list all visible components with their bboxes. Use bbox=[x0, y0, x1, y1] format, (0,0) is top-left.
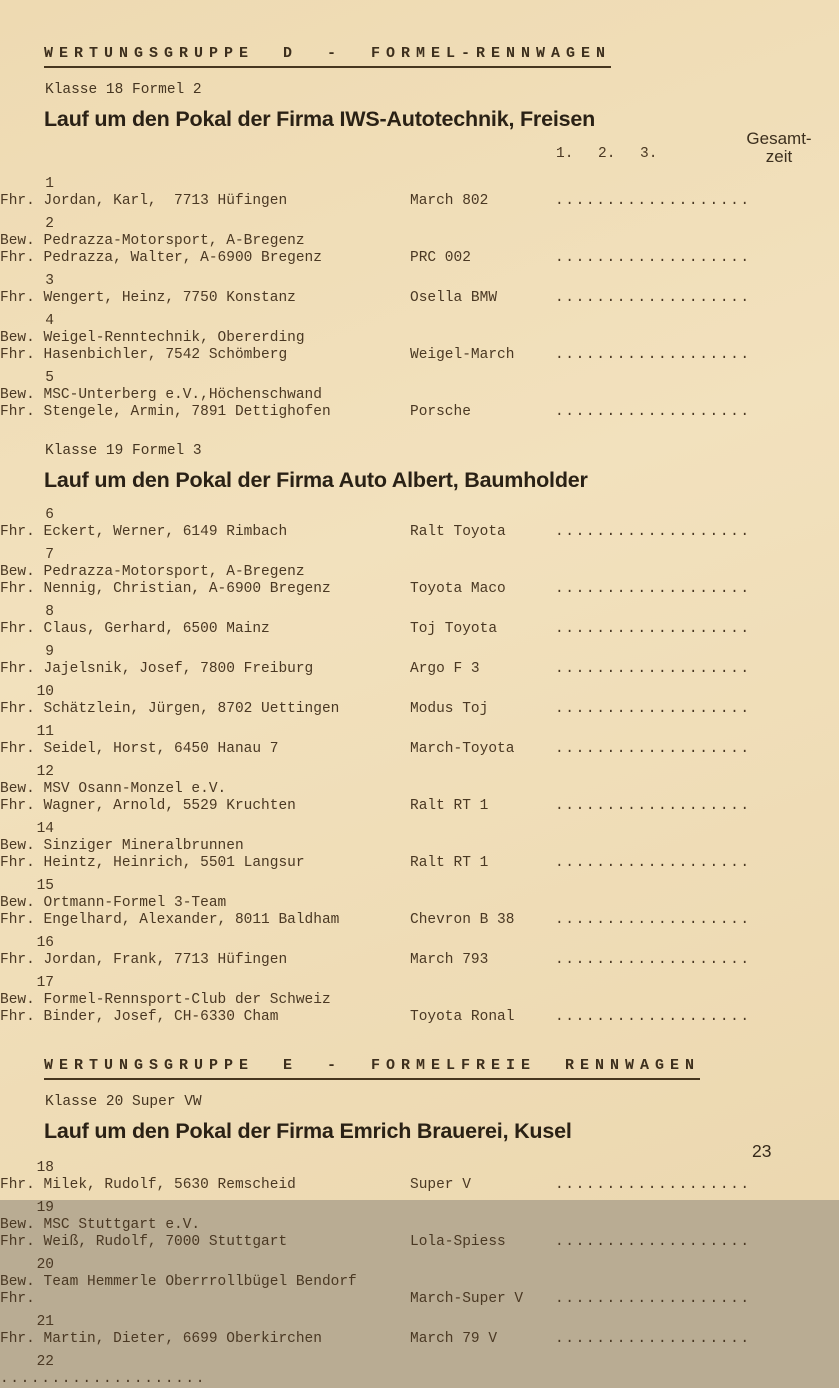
entrant-line: Bew. MSC Stuttgart e.V. bbox=[0, 1217, 201, 1233]
entrant-line: Fhr. Eckert, Werner, 6149 Rimbach bbox=[0, 524, 288, 540]
entry-row bbox=[0, 1257, 839, 1308]
entry-number: 11 bbox=[36, 724, 54, 740]
entry-number: 20 bbox=[36, 1257, 54, 1273]
race-title-auto-albert: Lauf um den Pokal der Firma Auto Albert, Baumholder bbox=[44, 468, 588, 492]
entry-time-dots: ................... bbox=[555, 621, 751, 637]
entry-time-dots: ................... bbox=[555, 1291, 751, 1307]
entrant-line: Fhr. Jordan, Frank, 7713 Hüfingen bbox=[0, 952, 288, 968]
entrant-line: Fhr. Wengert, Heinz, 7750 Konstanz bbox=[0, 290, 296, 306]
entry-row bbox=[0, 273, 839, 307]
total-time-label bbox=[740, 130, 818, 166]
entry-car: March 79 V bbox=[410, 1331, 498, 1347]
entrant-line: Fhr. Pedrazza, Walter, A-6900 Bregenz bbox=[0, 250, 322, 266]
entrant-line: Fhr. Martin, Dieter, 6699 Oberkirchen bbox=[0, 1331, 322, 1347]
entry-car: March 793 bbox=[410, 952, 489, 968]
entry-row bbox=[0, 1200, 839, 1251]
entry-time-dots: ................... bbox=[555, 1177, 751, 1193]
entry-row bbox=[0, 176, 839, 210]
entrant-line: Fhr. Binder, Josef, CH-6330 Cham bbox=[0, 1009, 279, 1025]
position-2-label: 2. bbox=[598, 146, 616, 162]
entries-class-19 bbox=[0, 507, 839, 1026]
entry-car: Porsche bbox=[410, 404, 471, 420]
entrant-line: Fhr. Schätzlein, Jürgen, 8702 Uettingen bbox=[0, 701, 340, 717]
position-1-label: 1. bbox=[556, 146, 574, 162]
entry-row bbox=[0, 878, 839, 929]
entry-car: Modus Toj bbox=[410, 701, 489, 717]
entry-number: 6 bbox=[45, 507, 54, 523]
entries-class-20 bbox=[0, 1160, 839, 1388]
entry-time-dots: ................... bbox=[555, 581, 751, 597]
class-20-label: Klasse 20 Super VW bbox=[45, 1094, 202, 1110]
entry-car: Toyota Ronal bbox=[410, 1009, 515, 1025]
entrant-line: Bew. MSC-Unterberg e.V.,Höchenschwand bbox=[0, 387, 322, 403]
entry-car: Weigel-March bbox=[410, 347, 515, 363]
entry-car: Osella BMW bbox=[410, 290, 498, 306]
position-3-label: 3. bbox=[640, 146, 658, 162]
entrant-line: Bew. Team Hemmerle Oberrrollbügel Bendorf bbox=[0, 1274, 357, 1290]
entry-car: PRC 002 bbox=[410, 250, 471, 266]
entry-row bbox=[0, 370, 839, 421]
entry-number: 12 bbox=[36, 764, 54, 780]
entrant-line: Bew. Pedrazza-Motorsport, A-Bregenz bbox=[0, 564, 305, 580]
entry-time-dots: ................... bbox=[555, 661, 751, 677]
entry-time-dots: ................... bbox=[555, 1009, 751, 1025]
class-18-label: Klasse 18 Formel 2 bbox=[45, 82, 202, 98]
entrant-line: Fhr. bbox=[0, 1291, 35, 1307]
entry-car: Toyota Maco bbox=[410, 581, 506, 597]
entry-number: 18 bbox=[36, 1160, 54, 1176]
entrant-line: .................... bbox=[0, 1371, 207, 1387]
entry-number: 9 bbox=[45, 644, 54, 660]
entrant-line: Fhr. Claus, Gerhard, 6500 Mainz bbox=[0, 621, 270, 637]
entry-row bbox=[0, 644, 839, 678]
entrant-line: Fhr. Wagner, Arnold, 5529 Kruchten bbox=[0, 798, 296, 814]
results-column-header bbox=[0, 129, 839, 166]
entry-row bbox=[0, 1354, 839, 1388]
entry-number: 19 bbox=[36, 1200, 54, 1216]
entry-row bbox=[0, 216, 839, 267]
group-header-row bbox=[44, 1056, 839, 1080]
entry-time-dots: ................... bbox=[555, 290, 751, 306]
entry-car: Chevron B 38 bbox=[410, 912, 515, 928]
entry-time-dots: ................... bbox=[555, 524, 751, 540]
entries-class-18 bbox=[0, 176, 839, 421]
entry-number: 7 bbox=[45, 547, 54, 563]
entry-number: 5 bbox=[45, 370, 54, 386]
entry-row bbox=[0, 935, 839, 969]
entry-time-dots: ................... bbox=[555, 347, 751, 363]
entry-row bbox=[0, 1314, 839, 1348]
entry-car: Ralt RT 1 bbox=[410, 855, 489, 871]
entry-row bbox=[0, 975, 839, 1026]
entrant-line: Fhr. Engelhard, Alexander, 8011 Baldham bbox=[0, 912, 340, 928]
entry-time-dots: ................... bbox=[555, 1234, 751, 1250]
entry-car: March-Super V bbox=[410, 1291, 524, 1307]
entry-car: March 802 bbox=[410, 193, 489, 209]
entry-number: 22 bbox=[36, 1354, 54, 1370]
entry-car: Ralt RT 1 bbox=[410, 798, 489, 814]
entry-row bbox=[0, 684, 839, 718]
entry-number: 1 bbox=[45, 176, 54, 192]
total-time-label-line1: Gesamt- bbox=[746, 129, 812, 148]
entry-time-dots: ................... bbox=[555, 193, 751, 209]
total-time-label-line2: zeit bbox=[765, 147, 793, 166]
race-title-iws: Lauf um den Pokal der Firma IWS-Autotechnik, Freisen bbox=[44, 107, 596, 131]
entrant-line: Bew. MSV Osann-Monzel e.V. bbox=[0, 781, 227, 797]
entry-row bbox=[0, 604, 839, 638]
entrant-line: Fhr. Weiß, Rudolf, 7000 Stuttgart bbox=[0, 1234, 288, 1250]
entrant-line: Fhr. Jajelsnik, Josef, 7800 Freiburg bbox=[0, 661, 314, 677]
entry-row bbox=[0, 313, 839, 364]
group-d-header: WERTUNGSGRUPPE D - FORMEL-RENNWAGEN bbox=[44, 45, 611, 68]
entry-row bbox=[0, 764, 839, 815]
entry-time-dots: ................... bbox=[555, 741, 751, 757]
entry-time-dots: ................... bbox=[555, 701, 751, 717]
entry-row bbox=[0, 507, 839, 541]
entry-entrant bbox=[0, 1371, 839, 1388]
entry-time-dots: ................... bbox=[555, 798, 751, 814]
entry-number: 3 bbox=[45, 273, 54, 289]
entrant-line: Bew. Pedrazza-Motorsport, A-Bregenz bbox=[0, 233, 305, 249]
entry-time-dots: ................... bbox=[555, 952, 751, 968]
entry-car: Ralt Toyota bbox=[410, 524, 506, 540]
entry-row bbox=[0, 547, 839, 598]
entrant-line: Fhr. Seidel, Horst, 6450 Hanau 7 bbox=[0, 741, 279, 757]
entry-time-dots: ................... bbox=[555, 1331, 751, 1347]
race-title-emrich: Lauf um den Pokal der Firma Emrich Brauerei, Kusel bbox=[44, 1119, 572, 1143]
group-header-row bbox=[44, 44, 839, 68]
entry-number: 17 bbox=[36, 975, 54, 991]
entry-car: Argo F 3 bbox=[410, 661, 480, 677]
entrant-line: Bew. Weigel-Renntechnik, Obererding bbox=[0, 330, 305, 346]
entry-time-dots: ................... bbox=[555, 404, 751, 420]
entry-number: 4 bbox=[45, 313, 54, 329]
page-number: 23 bbox=[752, 1141, 772, 1161]
entry-car: Lola-Spiess bbox=[410, 1234, 506, 1250]
entry-number: 2 bbox=[45, 216, 54, 232]
entry-car: Toj Toyota bbox=[410, 621, 498, 637]
entry-number: 8 bbox=[45, 604, 54, 620]
entry-number: 14 bbox=[36, 821, 54, 837]
entrant-line: Bew. Formel-Rennsport-Club der Schweiz bbox=[0, 992, 331, 1008]
entry-row bbox=[0, 1160, 839, 1194]
entry-car: Super V bbox=[410, 1177, 471, 1193]
entrant-line: Fhr. Heintz, Heinrich, 5501 Langsur bbox=[0, 855, 305, 871]
class-19-label: Klasse 19 Formel 3 bbox=[45, 443, 202, 459]
entry-time-dots: ................... bbox=[555, 855, 751, 871]
entrant-line: Bew. Sinziger Mineralbrunnen bbox=[0, 838, 244, 854]
entrant-line: Fhr. Milek, Rudolf, 5630 Remscheid bbox=[0, 1177, 296, 1193]
entry-number: 21 bbox=[36, 1314, 54, 1330]
entrant-line: Fhr. Hasenbichler, 7542 Schömberg bbox=[0, 347, 288, 363]
entry-time-dots: ................... bbox=[555, 250, 751, 266]
entrant-line: Bew. Ortmann-Formel 3-Team bbox=[0, 895, 227, 911]
entry-number: 10 bbox=[36, 684, 54, 700]
entry-car: March-Toyota bbox=[410, 741, 515, 757]
entry-number: 16 bbox=[36, 935, 54, 951]
entrant-line: Fhr. Nennig, Christian, A-6900 Bregenz bbox=[0, 581, 331, 597]
entry-row bbox=[0, 724, 839, 758]
entrant-line: Fhr. Stengele, Armin, 7891 Dettighofen bbox=[0, 404, 331, 420]
entry-time-dots: ................... bbox=[555, 912, 751, 928]
entry-row bbox=[0, 821, 839, 872]
entry-number: 15 bbox=[36, 878, 54, 894]
group-e-header: WERTUNGSGRUPPE E - FORMELFREIE RENNWAGEN bbox=[44, 1057, 700, 1080]
entrant-line: Fhr. Jordan, Karl, 7713 Hüfingen bbox=[0, 193, 288, 209]
